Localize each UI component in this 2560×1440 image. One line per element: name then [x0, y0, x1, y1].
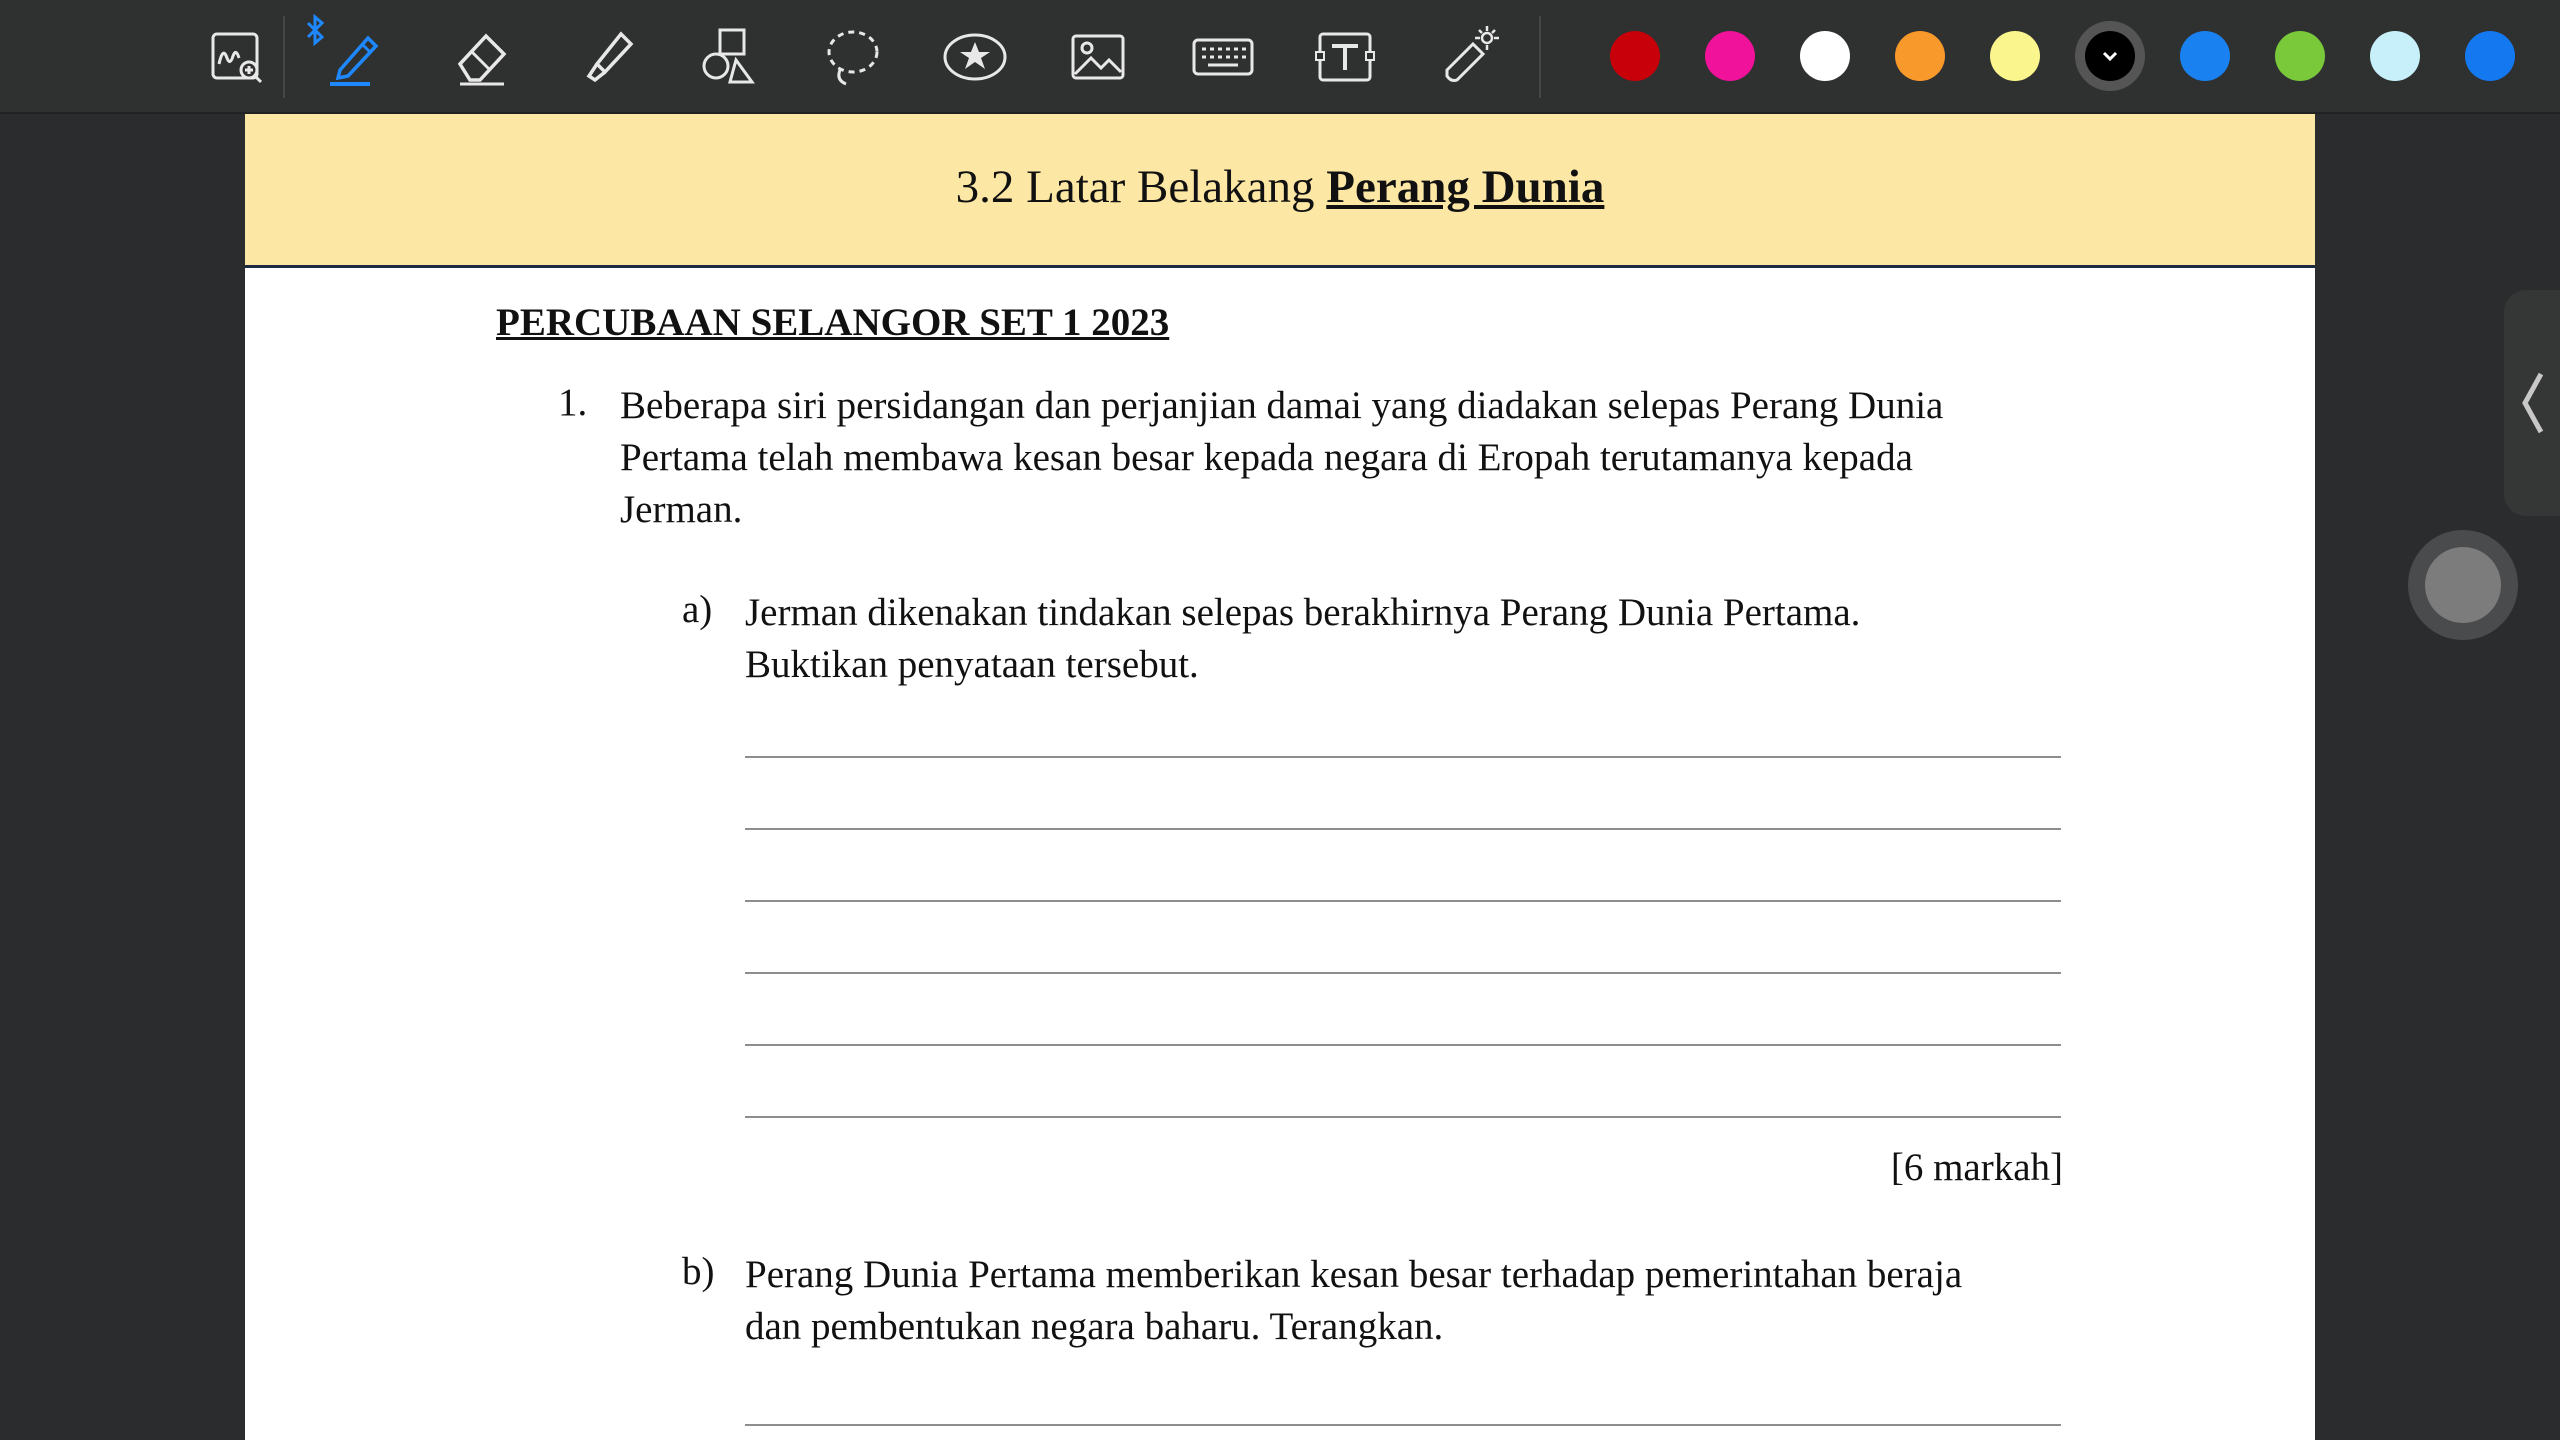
- keyboard-icon: [1190, 24, 1256, 90]
- header-title-emphasis: Perang Dunia: [1326, 161, 1605, 213]
- handwriting-zoom-icon: [203, 24, 269, 90]
- side-panel-toggle[interactable]: [2504, 290, 2560, 516]
- answer-line[interactable]: [745, 828, 2061, 830]
- part-a-line: Jerman dikenakan tindakan selepas berakhirnya Perang Dunia Pertama.: [745, 591, 1861, 634]
- question-line: Pertama telah membawa kesan besar kepada negara di Eropah terutamanya kepada: [620, 436, 1913, 479]
- answer-line[interactable]: [745, 1116, 2061, 1118]
- pen-tool[interactable]: [312, 14, 398, 100]
- toolbar: [0, 0, 2560, 114]
- part-b-line: Perang Dunia Pertama memberikan kesan besar terhadap pemerintahan beraja: [745, 1253, 1963, 1296]
- color-swatch-red[interactable]: [1610, 31, 1660, 81]
- question-line: Jerman.: [620, 488, 743, 531]
- color-swatch-black[interactable]: [2085, 31, 2135, 81]
- highlighter-tool[interactable]: [565, 14, 651, 100]
- part-b-line: dan pembentukan negara baharu. Terangkan.: [745, 1305, 1444, 1348]
- part-b-label: b): [682, 1250, 715, 1293]
- part-a-label: a): [682, 588, 713, 631]
- pen-icon: [322, 24, 388, 90]
- answer-line[interactable]: [745, 1044, 2061, 1046]
- text-box-tool[interactable]: [1302, 14, 1388, 100]
- floating-action-button[interactable]: [2408, 530, 2518, 640]
- shapes-tool[interactable]: [686, 14, 772, 100]
- laser-pointer-icon: [1435, 24, 1501, 90]
- color-swatch-bright-blue[interactable]: [2465, 31, 2515, 81]
- part-b-text: [745, 1249, 2165, 1353]
- document-page[interactable]: [245, 114, 2315, 1440]
- color-swatch-orange[interactable]: [1895, 31, 1945, 81]
- part-a-line: Buktikan penyataan tersebut.: [745, 643, 1199, 686]
- laser-pointer-tool[interactable]: [1425, 14, 1511, 100]
- part-a-text: [745, 587, 2165, 691]
- eraser-icon: [450, 24, 516, 90]
- marks-label: [6 markah]: [1890, 1146, 2063, 1189]
- floating-button-dot: [2425, 547, 2501, 623]
- color-swatch-green[interactable]: [2275, 31, 2325, 81]
- answer-line[interactable]: [745, 1424, 2061, 1426]
- color-swatch-yellow[interactable]: [1990, 31, 2040, 81]
- header-title: [245, 160, 2315, 214]
- question-line: Beberapa siri persidangan dan perjanjian damai yang diadakan selepas Perang Dunia: [620, 384, 1944, 427]
- image-icon: [1065, 24, 1131, 90]
- toolbar-divider: [1539, 16, 1541, 98]
- answer-line[interactable]: [745, 972, 2061, 974]
- eraser-tool[interactable]: [440, 14, 526, 100]
- handwriting-zoom-tool[interactable]: [193, 14, 279, 100]
- shapes-icon: [696, 24, 762, 90]
- highlighter-icon: [575, 24, 641, 90]
- color-swatch-white[interactable]: [1800, 31, 1850, 81]
- section-title: PERCUBAAN SELANGOR SET 1 2023: [496, 301, 1170, 344]
- color-swatch-magenta[interactable]: [1705, 31, 1755, 81]
- star-sticker-icon: [942, 24, 1008, 90]
- page-header: [245, 114, 2315, 268]
- question-text: [620, 380, 2140, 536]
- color-swatch-blue[interactable]: [2180, 31, 2230, 81]
- text-box-icon: [1312, 24, 1378, 90]
- lasso-tool[interactable]: [810, 14, 896, 100]
- keyboard-tool[interactable]: [1180, 14, 1266, 100]
- answer-line[interactable]: [745, 756, 2061, 758]
- chevron-left-icon: [2517, 368, 2547, 438]
- question-number: 1.: [558, 381, 588, 424]
- header-title-prefix: 3.2 Latar Belakang: [955, 161, 1327, 213]
- toolbar-divider: [283, 16, 285, 98]
- chevron-down-icon: [2100, 46, 2120, 66]
- color-swatch-light-cyan[interactable]: [2370, 31, 2420, 81]
- lasso-icon: [820, 24, 886, 90]
- image-tool[interactable]: [1055, 14, 1141, 100]
- answer-line[interactable]: [745, 900, 2061, 902]
- elements-tool[interactable]: [932, 14, 1018, 100]
